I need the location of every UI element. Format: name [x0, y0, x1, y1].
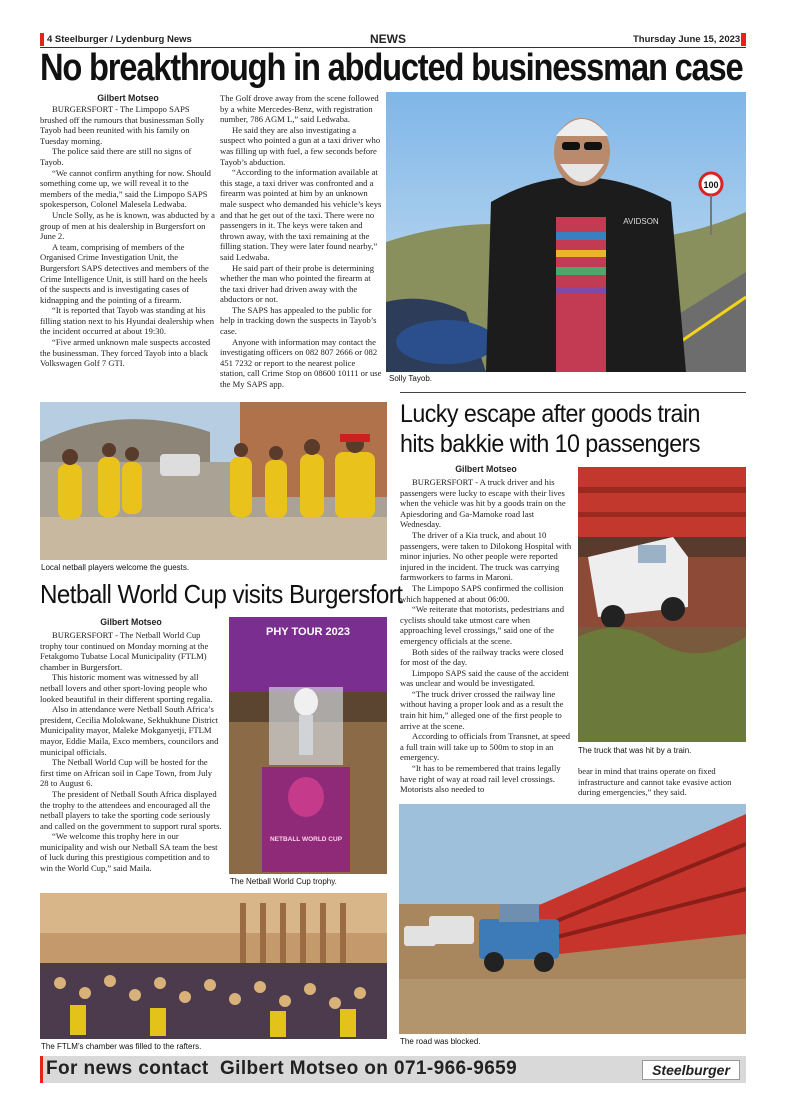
story3-byline: Gilbert Motseo: [455, 464, 517, 474]
story3-para: “We reiterate that motorists, pedestrians and cyclists should take utmost care when approaching level crossings,” said one of the emergency officials at the scene.: [400, 604, 565, 646]
story1-para: He said part of their probe is determining whether the man who pointed the firearm at the taxi driver had driven away with the abductors or not.: [220, 262, 374, 305]
solly-photo-caption: Solly Tayob.: [389, 374, 432, 383]
netball-players-caption: Local netball players welcome the guests.: [41, 563, 190, 572]
story1-para: A team, comprising of members of the Organised Crime Investigation Unit, the Burgersfort SAPS detectives and members of the Crime Intelligence Unit, is still hard on the heels of the suspects and is investigating cases of kidnapping and the pointing of a firearm.: [40, 241, 209, 305]
story3-headline-line2: hits bakkie with 10 passengers: [400, 430, 700, 458]
truck-photo: [578, 467, 746, 742]
story1-column2: [220, 93, 382, 390]
story3-tail-para: bear in mind that trains operate on fixed infrastructure and cannot take evasive action during emergencies,” they said.: [578, 766, 732, 798]
trophy-photo: [229, 617, 387, 874]
story1-byline: Gilbert Motseo: [97, 93, 159, 103]
story1-para: “It is reported that Tayob was standing at his filling station next to his Hyundai dealership when the incident occurred at about 19:30.: [40, 305, 214, 337]
podium-text: NETBALL WORLD CUP: [269, 836, 343, 843]
story2-para: Also in attendance were Netball South Africa’s president, Cecilia Molokwane, Sekhukhune District Municipality mayor, Maleke Mokganyetji, FTLM mayor, Eddie Maila, Exco members, councilors and municipal officials.: [40, 704, 219, 757]
chamber-caption: The FTLM’s chamber was filled to the rafters.: [41, 1042, 202, 1051]
chamber-photo: [40, 893, 387, 1039]
story1-para: BURGERSFORT - The Limpopo SAPS brushed off the rumours that businessman Solly Tayob had been reunited with his family on Tuesday morning.: [40, 104, 205, 146]
solly-tayob-photo: [386, 92, 746, 372]
story3-headline: [400, 399, 746, 459]
netball-players-photo: [40, 402, 387, 560]
header-date: Thursday June 15, 2023: [633, 34, 741, 45]
story1-para: The SAPS has appealed to the public for help in tracking down the suspects in Tayob’s case.: [220, 304, 377, 337]
story3-para: The Limpopo SAPS confirmed the collision which happened at about 06:00.: [400, 582, 564, 604]
story1-para: The police said there are still no signs of Tayob.: [40, 146, 192, 167]
story3-para: Limpopo SAPS said the cause of the accident was unclear and would be investigated.: [400, 667, 569, 689]
speed-sign-text: 100: [703, 180, 719, 190]
header-left-accent: [40, 33, 44, 46]
story2-para: The president of Netball South Africa displayed the trophy to the attendees and encouraged all the netball players to take the sporting code seriously and called on the government to support rural sports.: [40, 788, 222, 831]
story3-body: [400, 477, 572, 795]
footer-logo-text: Steelburger: [652, 1062, 730, 1078]
story1-column1: [40, 104, 216, 369]
story1-para: The Golf drove away from the scene followed by a white Mercedes-Benz, with registration number, 786 AGM L,” said Ledwaba.: [220, 93, 379, 125]
jacket-text: AVIDSON: [623, 217, 659, 226]
story3-headline-line1: Lucky escape after goods train: [400, 400, 700, 428]
story3-para: “The truck driver crossed the railway line without having a proper look and as a result the train hit him,” alleged one of the first people to arrive at the scene.: [400, 688, 564, 731]
truck-caption: The truck that was hit by a train.: [578, 746, 692, 755]
story3-para: “It has to be remembered that trains legally have right of way at road rail level crossings. Motorists also needed to: [400, 763, 561, 795]
story3-para: The driver of a Kia truck, and about 10 passengers, were taken to Dilokong Hospital with minor injuries. No other people were reported injured in the incident. The truck was carrying farmworkers to farms in Maroni.: [400, 529, 572, 583]
trophy-banner-text: PHY TOUR 2023: [266, 626, 350, 638]
story2-byline: Gilbert Motseo: [100, 617, 162, 627]
story1-para: “Five armed unknown male suspects accosted the businessman. They forced Tayob into a black Volkswagen Golf 7 GTI.: [40, 337, 211, 369]
footer-logo: [642, 1060, 740, 1080]
story1-para: Anyone with information may contact the investigating officers on 082 807 2666 or 082 451 7232 or report to the nearest police station, call Crime Stop on 08600 10111 or use the My SAPS app.: [220, 336, 382, 390]
story2-para: BURGERSFORT - The Netball World Cup trophy tour continued on Monday morning at the Fetakgomo Tubatse Local Municipality (FTLM) chamber in Burgersfort.: [40, 630, 209, 672]
story1-para: “According to the information available at this stage, a taxi driver was confronted and a firearm was pointed at him by an unknown male suspect who demanded his vehicle’s keys and that he get out of the taxi. There were no passengers in it. The keys were taken and thrown away, with the taxi remaining at the filling station. They were later found nearby,” said Ledwaba.: [220, 167, 382, 262]
section-label: NEWS: [370, 32, 406, 46]
story2-body: [40, 630, 222, 874]
story1-headline: No breakthrough in abducted businessman case: [40, 47, 743, 89]
footer-contact: For news contact Gilbert Motseo on 071-966-9659: [46, 1058, 518, 1079]
header-right-accent: [741, 33, 746, 46]
story1-para: He said they are also investigating a suspect who pointed a gun at a taxi driver who was filling up with fuel, a few seconds before Tayob’s abduction.: [220, 124, 381, 167]
story2-headline: Netball World Cup visits Burgersfort: [40, 579, 403, 609]
footer-left-accent: [40, 1056, 43, 1083]
trophy-caption: The Netball World Cup trophy.: [230, 877, 337, 886]
story2-para: “We welcome this trophy here in our municipality and wish our Netball SA team the best of luck during this prestigious competition and to win the World Cup,” said Maila.: [40, 831, 218, 874]
story2-para: The Netball World Cup will be hosted for the first time on African soil in Cape Town, from July 28 to August 6.: [40, 757, 213, 789]
story3-para: According to officials from Transnet, at speed a full train will take up to 500m to stop in an emergency.: [400, 731, 571, 763]
story2-para: This historic moment was witnessed by all netball lovers and other sport-loving people who looked beautiful in their different sporting regalia.: [40, 672, 213, 704]
story1-para: Uncle Solly, as he is known, was abducted by a group of men at his dealership in Burgersfort on June 2.: [40, 209, 215, 242]
section-divider: [400, 392, 746, 393]
story1-para: “We cannot confirm anything for now. Should something come up, we will reveal it to the members of the media,” said the Limpopo SAPS spokesperson, Colonel Malesela Ledwaba.: [40, 167, 211, 210]
road-caption: The road was blocked.: [400, 1037, 481, 1046]
story3-tail: [578, 766, 746, 798]
road-blocked-photo: [399, 804, 746, 1034]
story3-para: Both sides of the railway tracks were closed for most of the day.: [400, 646, 564, 668]
story3-para: BURGERSFORT - A truck driver and his passengers were lucky to escape with their lives when the vehicle was hit by a goods train on the Apiesdoring and Ga-Mamoke road last Wednesday.: [400, 477, 566, 530]
header-publication: 4 Steelburger / Lydenburg News: [47, 34, 192, 45]
